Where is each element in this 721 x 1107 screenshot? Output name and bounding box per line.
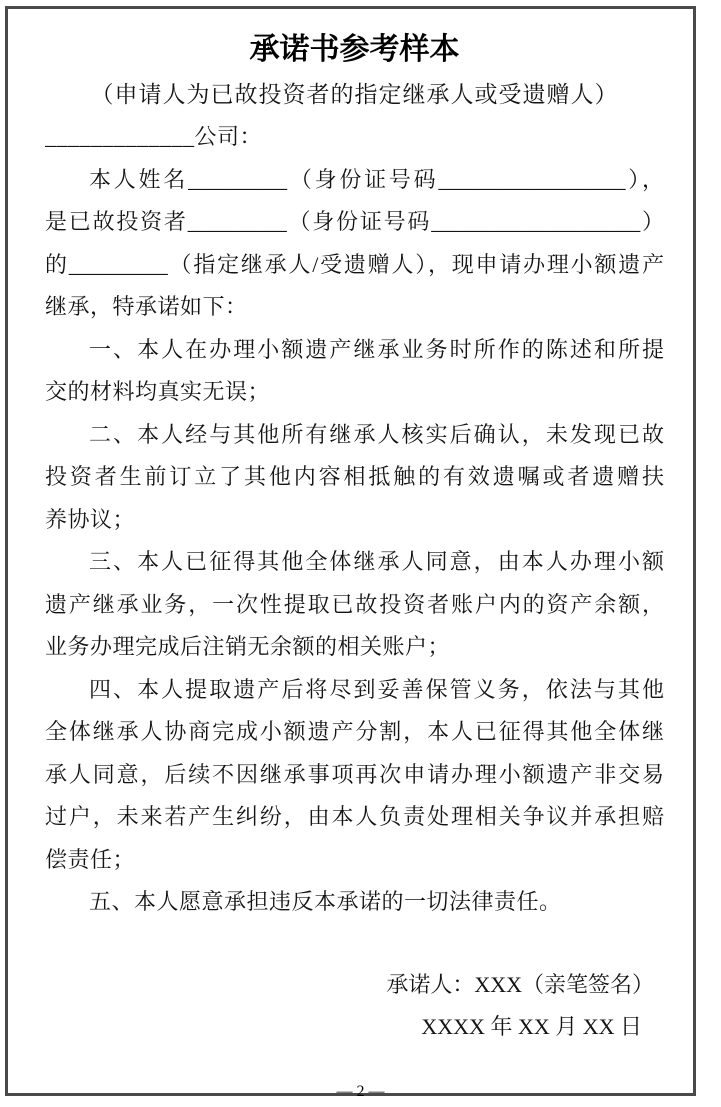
text-line: 遗产继承业务，一次性提取已故投资者账户内的资产余额， (45, 591, 664, 617)
text-line: 三、本人已征得其他全体继承人同意，由本人办理小额 (89, 549, 664, 574)
text-line: 偿责任； (45, 846, 136, 872)
text-line: 是已故投资者_________（身份证号码___________________） (45, 209, 664, 234)
document-subtitle: （申请人为已故投资者的指定继承人或受遗赠人） (90, 82, 619, 107)
text-line: 业务办理完成后注销无余额的相关账户； (45, 634, 451, 659)
text-line: 养协议； (45, 506, 136, 532)
text-line: 过户，未来若产生纠纷，由本人负责处理相关争议并承担赔 (45, 804, 664, 829)
text-line: 全体继承人协商完成小额遗产分割，本人已征得其他全体继 (45, 719, 664, 744)
text-line: 五、本人愿意承担违反本承诺的一切法律责任。 (89, 889, 562, 914)
document-content (5, 6, 696, 1049)
date-line: XXXX 年 XX 月 XX 日 (421, 1014, 642, 1039)
page-number: — 2 — (336, 1083, 385, 1100)
text-line: 四、本人提取遗产后将尽到妥善保管义务，依法与其他 (89, 676, 664, 702)
text-line: 的_________（指定继承人/受遗赠人），现申请办理小额遗产 (45, 251, 664, 277)
text-line: 承人同意，后续不因继承事项再次申请办理小额遗产非交易 (45, 761, 664, 787)
salutation-line: _____________公司： (45, 124, 263, 149)
text-line: 交的材料均真实无误； (45, 379, 271, 404)
text-line: 二、本人经与其他所有继承人核实后确认，未发现已故 (89, 421, 664, 447)
blank-line (45, 924, 664, 964)
text-line: 投资者生前订立了其他内容相抵触的有效遗嘱或者遗赠扶 (45, 464, 664, 489)
text-line: 继承，特承诺如下： (45, 294, 248, 319)
text-line: 一、本人在办理小额遗产继承业务时所作的陈述和所提 (89, 336, 664, 362)
document-title: 承诺书参考样本 (249, 33, 460, 66)
signer-line: 承诺人：XXX（亲笔签名） (386, 971, 654, 997)
text-line: 本人姓名_________（身份证号码_________________）， (89, 166, 664, 192)
